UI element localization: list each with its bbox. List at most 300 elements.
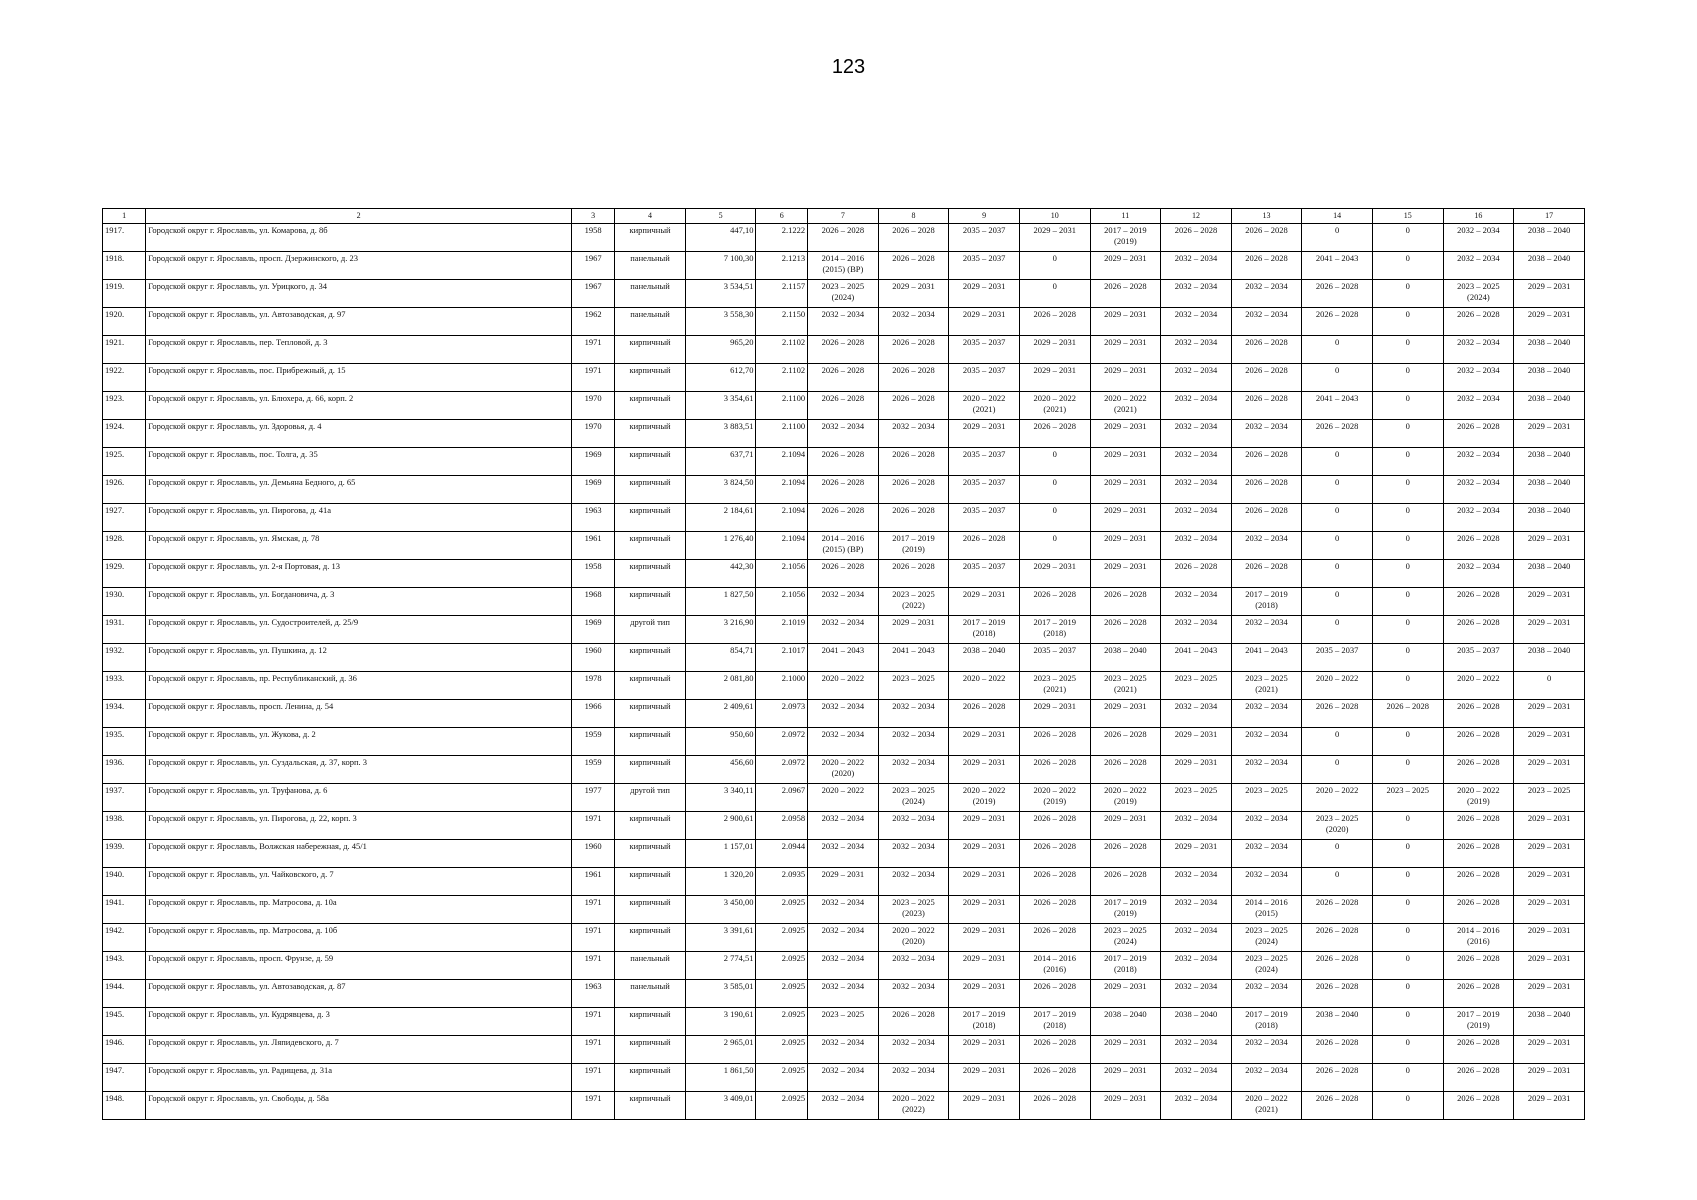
- table-cell: 2035 – 2037: [1443, 644, 1514, 672]
- table-cell: 2023 – 2025: [878, 672, 949, 700]
- table-cell: 2026 – 2028: [878, 224, 949, 252]
- table-cell: кирпичный: [615, 644, 686, 672]
- table-cell: панельный: [615, 280, 686, 308]
- table-cell: 2014 – 2016 (2015) (ВР): [808, 532, 879, 560]
- table-cell: 2032 – 2034: [808, 616, 879, 644]
- table-cell: кирпичный: [615, 420, 686, 448]
- table-row: [103, 364, 1585, 392]
- table-cell: 2.0935: [756, 868, 808, 896]
- table-cell: 2029 – 2031: [1019, 336, 1090, 364]
- table-cell: 2029 – 2031: [949, 924, 1020, 952]
- table-cell: 2026 – 2028: [1443, 840, 1514, 868]
- table-cell: 2026 – 2028: [1019, 588, 1090, 616]
- table-cell: 2023 – 2025 (2024): [1231, 924, 1302, 952]
- table-cell: 2020 – 2022 (2019): [1019, 784, 1090, 812]
- table-cell: 2035 – 2037: [1019, 644, 1090, 672]
- column-header: 12: [1161, 209, 1232, 224]
- table-cell: 2038 – 2040: [1514, 364, 1585, 392]
- table-row: [103, 756, 1585, 784]
- table-cell: 0: [1302, 756, 1373, 784]
- address-cell: Городской округ г. Ярославль, ул. Радищева, д. 31а: [146, 1064, 572, 1092]
- table-cell: 2038 – 2040: [1090, 1008, 1161, 1036]
- address-cell: Городской округ г. Ярославль, ул. Ляпидевского, д. 7: [146, 1036, 572, 1064]
- table-cell: 2026 – 2028: [1161, 224, 1232, 252]
- table-cell: 0: [1302, 476, 1373, 504]
- table-cell: 2 900,61: [685, 812, 756, 840]
- column-header: 9: [949, 209, 1020, 224]
- table-cell: 2026 – 2028: [1443, 1092, 1514, 1120]
- table-cell: 2.1000: [756, 672, 808, 700]
- table-cell: 2035 – 2037: [949, 364, 1020, 392]
- table-cell: кирпичный: [615, 1092, 686, 1120]
- table-cell: 2026 – 2028: [878, 504, 949, 532]
- table-cell: 2023 – 2025 (2020): [1302, 812, 1373, 840]
- table-cell: 2032 – 2034: [1443, 252, 1514, 280]
- address-cell: Городской округ г. Ярославль, пр. Матросова, д. 10б: [146, 924, 572, 952]
- table-cell: 2032 – 2034: [1231, 700, 1302, 728]
- table-cell: 2032 – 2034: [878, 756, 949, 784]
- table-cell: 2026 – 2028: [878, 336, 949, 364]
- table-cell: 2026 – 2028: [878, 1008, 949, 1036]
- table-cell: 0: [1372, 952, 1443, 980]
- table-cell: 2.1100: [756, 420, 808, 448]
- table-cell: 2032 – 2034: [878, 840, 949, 868]
- table-cell: 3 354,61: [685, 392, 756, 420]
- table-row: [103, 840, 1585, 868]
- table-cell: 2032 – 2034: [808, 1036, 879, 1064]
- table-cell: 0: [1372, 476, 1443, 504]
- table-cell: 1967: [572, 252, 615, 280]
- table-cell: 2032 – 2034: [1161, 476, 1232, 504]
- table-cell: 3 824,50: [685, 476, 756, 504]
- column-header: 15: [1372, 209, 1443, 224]
- table-cell: 2032 – 2034: [1443, 560, 1514, 588]
- table-body: [103, 224, 1585, 1120]
- table-cell: 0: [1372, 840, 1443, 868]
- table-cell: 2023 – 2025: [1231, 784, 1302, 812]
- table-cell: 2014 – 2016 (2016): [1019, 952, 1090, 980]
- table-cell: 2026 – 2028: [808, 392, 879, 420]
- table-cell: 2026 – 2028: [1019, 924, 1090, 952]
- table-cell: 2.0925: [756, 980, 808, 1008]
- table-cell: 2032 – 2034: [1231, 1064, 1302, 1092]
- address-cell: Городской округ г. Ярославль, ул. Богдановича, д. 3: [146, 588, 572, 616]
- table-cell: 2017 – 2019 (2018): [949, 616, 1020, 644]
- table-cell: кирпичный: [615, 812, 686, 840]
- column-header: 5: [685, 209, 756, 224]
- table-row: [103, 588, 1585, 616]
- table-cell: 2032 – 2034: [1161, 700, 1232, 728]
- table-cell: 2023 – 2025 (2021): [1231, 672, 1302, 700]
- row-number-cell: 1945.: [103, 1008, 146, 1036]
- table-cell: 2023 – 2025 (2024): [1090, 924, 1161, 952]
- address-cell: Городской округ г. Ярославль, ул. Автозаводская, д. 87: [146, 980, 572, 1008]
- table-cell: 2035 – 2037: [1302, 644, 1373, 672]
- table-cell: 2026 – 2028: [808, 476, 879, 504]
- table-cell: 0: [1372, 420, 1443, 448]
- table-cell: 2029 – 2031: [1514, 924, 1585, 952]
- table-cell: 2032 – 2034: [1161, 364, 1232, 392]
- table-cell: 0: [1372, 532, 1443, 560]
- table-cell: 2029 – 2031: [949, 1036, 1020, 1064]
- table-cell: 2017 – 2019 (2018): [1231, 588, 1302, 616]
- table-cell: 3 340,11: [685, 784, 756, 812]
- table-cell: 2026 – 2028: [1231, 336, 1302, 364]
- table-cell: 2029 – 2031: [1090, 1092, 1161, 1120]
- table-cell: 2026 – 2028: [1302, 1036, 1373, 1064]
- table-cell: 2026 – 2028: [878, 448, 949, 476]
- table-cell: 2032 – 2034: [1161, 252, 1232, 280]
- table-row: [103, 952, 1585, 980]
- table-cell: 2032 – 2034: [878, 420, 949, 448]
- table-cell: 2026 – 2028: [1443, 868, 1514, 896]
- table-cell: 2.1102: [756, 364, 808, 392]
- table-cell: 2029 – 2031: [1514, 756, 1585, 784]
- address-cell: Городской округ г. Ярославль, ул. Блюхера, д. 66, корп. 2: [146, 392, 572, 420]
- table-cell: 2029 – 2031: [949, 812, 1020, 840]
- table-cell: 2026 – 2028: [1019, 728, 1090, 756]
- table-row: [103, 1036, 1585, 1064]
- table-cell: 2026 – 2028: [878, 392, 949, 420]
- table-cell: 2023 – 2025: [1372, 784, 1443, 812]
- table-cell: 2026 – 2028: [1090, 840, 1161, 868]
- table-cell: 2029 – 2031: [1090, 420, 1161, 448]
- table-cell: 1960: [572, 644, 615, 672]
- table-cell: 2029 – 2031: [1514, 896, 1585, 924]
- table-cell: 2038 – 2040: [1514, 644, 1585, 672]
- address-cell: Городской округ г. Ярославль, ул. Пирогова, д. 41а: [146, 504, 572, 532]
- table-cell: 2026 – 2028: [878, 364, 949, 392]
- table-row: [103, 532, 1585, 560]
- table-cell: 2017 – 2019 (2018): [949, 1008, 1020, 1036]
- table-cell: 2029 – 2031: [1161, 756, 1232, 784]
- table-cell: 2032 – 2034: [1231, 532, 1302, 560]
- table-cell: 950,60: [685, 728, 756, 756]
- table-cell: 2032 – 2034: [1231, 616, 1302, 644]
- table-cell: 0: [1372, 504, 1443, 532]
- column-header: 10: [1019, 209, 1090, 224]
- table-cell: 1963: [572, 980, 615, 1008]
- table-cell: 2029 – 2031: [1090, 1064, 1161, 1092]
- row-number-cell: 1925.: [103, 448, 146, 476]
- table-cell: 2029 – 2031: [1514, 980, 1585, 1008]
- table-row: [103, 476, 1585, 504]
- table-cell: 1971: [572, 924, 615, 952]
- table-cell: 0: [1372, 1008, 1443, 1036]
- row-number-cell: 1931.: [103, 616, 146, 644]
- table-cell: 2041 – 2043: [1231, 644, 1302, 672]
- table-cell: панельный: [615, 952, 686, 980]
- table-cell: 0: [1372, 336, 1443, 364]
- table-cell: 1971: [572, 1008, 615, 1036]
- table-cell: 442,30: [685, 560, 756, 588]
- header-row: [103, 209, 1585, 224]
- table-cell: 2029 – 2031: [878, 280, 949, 308]
- table-cell: 2038 – 2040: [1514, 252, 1585, 280]
- table-cell: кирпичный: [615, 448, 686, 476]
- table-cell: 3 585,01: [685, 980, 756, 1008]
- table-cell: 2029 – 2031: [949, 952, 1020, 980]
- table-cell: 1 861,50: [685, 1064, 756, 1092]
- table-cell: 2.1094: [756, 476, 808, 504]
- row-number-cell: 1918.: [103, 252, 146, 280]
- table-cell: 2026 – 2028: [808, 448, 879, 476]
- table-cell: 1 276,40: [685, 532, 756, 560]
- table-cell: 1971: [572, 1092, 615, 1120]
- table-cell: 2.0925: [756, 1036, 808, 1064]
- address-cell: Городской округ г. Ярославль, просп. Ленина, д. 54: [146, 700, 572, 728]
- table-row: [103, 1008, 1585, 1036]
- table-cell: 2.1157: [756, 280, 808, 308]
- row-number-cell: 1933.: [103, 672, 146, 700]
- table-cell: 2032 – 2034: [1231, 756, 1302, 784]
- table-cell: 2029 – 2031: [1514, 952, 1585, 980]
- table-cell: 2020 – 2022 (2021): [949, 392, 1020, 420]
- table-cell: 2029 – 2031: [1514, 700, 1585, 728]
- table-cell: кирпичный: [615, 1008, 686, 1036]
- table-cell: 1961: [572, 532, 615, 560]
- table-cell: 2026 – 2028: [1019, 308, 1090, 336]
- table-row: [103, 728, 1585, 756]
- table-cell: 0: [1372, 560, 1443, 588]
- table-cell: 1971: [572, 364, 615, 392]
- table-cell: 2.0925: [756, 1064, 808, 1092]
- table-cell: 2032 – 2034: [1443, 476, 1514, 504]
- table-cell: 2020 – 2022 (2021): [1019, 392, 1090, 420]
- table-cell: 2026 – 2028: [1231, 364, 1302, 392]
- table-row: [103, 448, 1585, 476]
- table-cell: 2032 – 2034: [1161, 924, 1232, 952]
- table-cell: 2029 – 2031: [1514, 1064, 1585, 1092]
- table-cell: 2032 – 2034: [808, 840, 879, 868]
- table-cell: 965,20: [685, 336, 756, 364]
- table-cell: кирпичный: [615, 1036, 686, 1064]
- table-cell: 3 534,51: [685, 280, 756, 308]
- address-cell: Городской округ г. Ярославль, ул. Автозаводская, д. 97: [146, 308, 572, 336]
- table-cell: 2041 – 2043: [1302, 392, 1373, 420]
- table-cell: 2032 – 2034: [1161, 980, 1232, 1008]
- table-cell: 2032 – 2034: [1231, 980, 1302, 1008]
- table-cell: 2026 – 2028: [1302, 1092, 1373, 1120]
- table-cell: 2029 – 2031: [1514, 588, 1585, 616]
- table-cell: 2020 – 2022: [808, 784, 879, 812]
- table-cell: кирпичный: [615, 896, 686, 924]
- row-number-cell: 1936.: [103, 756, 146, 784]
- table-cell: 2026 – 2028: [1443, 532, 1514, 560]
- table-cell: 2026 – 2028: [1443, 952, 1514, 980]
- address-cell: Городской округ г. Ярославль, просп. Дзержинского, д. 23: [146, 252, 572, 280]
- table-cell: кирпичный: [615, 532, 686, 560]
- table-cell: 1963: [572, 504, 615, 532]
- table-cell: 2.0925: [756, 952, 808, 980]
- table-cell: 2032 – 2034: [878, 700, 949, 728]
- table-cell: 3 558,30: [685, 308, 756, 336]
- column-header: 11: [1090, 209, 1161, 224]
- table-cell: 0: [1372, 1036, 1443, 1064]
- table-cell: 2023 – 2025 (2024): [878, 784, 949, 812]
- table-cell: 2032 – 2034: [1443, 392, 1514, 420]
- table-cell: 2038 – 2040: [1514, 392, 1585, 420]
- table-cell: 2 081,80: [685, 672, 756, 700]
- table-cell: 2026 – 2028: [1231, 392, 1302, 420]
- address-cell: Городской округ г. Ярославль, ул. Демьяна Бедного, д. 65: [146, 476, 572, 504]
- table-cell: 2020 – 2022 (2022): [878, 1092, 949, 1120]
- table-cell: 2032 – 2034: [808, 1064, 879, 1092]
- table-cell: 2026 – 2028: [1019, 756, 1090, 784]
- table-cell: 2 965,01: [685, 1036, 756, 1064]
- table-cell: 2.1094: [756, 448, 808, 476]
- table-cell: 2029 – 2031: [949, 420, 1020, 448]
- table-cell: 2.1094: [756, 504, 808, 532]
- table-cell: 2032 – 2034: [878, 308, 949, 336]
- table-cell: 2026 – 2028: [1019, 840, 1090, 868]
- table-cell: 2026 – 2028: [1090, 756, 1161, 784]
- table-cell: 637,71: [685, 448, 756, 476]
- address-cell: Городской округ г. Ярославль, ул. Свободы, д. 58а: [146, 1092, 572, 1120]
- table-cell: 2029 – 2031: [1019, 700, 1090, 728]
- table-cell: 2026 – 2028: [1231, 476, 1302, 504]
- table-cell: 2032 – 2034: [808, 812, 879, 840]
- table-cell: 0: [1019, 476, 1090, 504]
- table-cell: 0: [1302, 868, 1373, 896]
- table-cell: кирпичный: [615, 1064, 686, 1092]
- table-cell: 7 100,30: [685, 252, 756, 280]
- table-cell: 2032 – 2034: [1161, 336, 1232, 364]
- table-cell: панельный: [615, 252, 686, 280]
- table-cell: 2029 – 2031: [1090, 308, 1161, 336]
- table-cell: 2029 – 2031: [1090, 336, 1161, 364]
- table-cell: 0: [1372, 308, 1443, 336]
- table-cell: панельный: [615, 980, 686, 1008]
- table-cell: 2029 – 2031: [1090, 1036, 1161, 1064]
- row-number-cell: 1923.: [103, 392, 146, 420]
- address-cell: Городской округ г. Ярославль, ул. Пушкина, д. 12: [146, 644, 572, 672]
- row-number-cell: 1930.: [103, 588, 146, 616]
- table-cell: 854,71: [685, 644, 756, 672]
- table-cell: 2 774,51: [685, 952, 756, 980]
- table-cell: 2026 – 2028: [1302, 896, 1373, 924]
- table-cell: 2032 – 2034: [878, 1036, 949, 1064]
- table-cell: 2026 – 2028: [1161, 560, 1232, 588]
- table-cell: 2029 – 2031: [1161, 840, 1232, 868]
- table-cell: 2026 – 2028: [808, 364, 879, 392]
- table-cell: 2029 – 2031: [949, 840, 1020, 868]
- table-cell: 2032 – 2034: [808, 420, 879, 448]
- table-cell: 2032 – 2034: [1161, 1064, 1232, 1092]
- column-header: 17: [1514, 209, 1585, 224]
- table-cell: 2020 – 2022 (2020): [808, 756, 879, 784]
- table-cell: 2029 – 2031: [949, 896, 1020, 924]
- table-cell: 0: [1372, 1064, 1443, 1092]
- table-cell: 2038 – 2040: [1090, 644, 1161, 672]
- table-cell: 2032 – 2034: [1161, 812, 1232, 840]
- table-cell: 2017 – 2019 (2018): [1019, 1008, 1090, 1036]
- table-cell: 2029 – 2031: [1514, 308, 1585, 336]
- table-cell: 2029 – 2031: [1514, 840, 1585, 868]
- table-cell: 0: [1372, 812, 1443, 840]
- table-row: [103, 560, 1585, 588]
- address-cell: Городской округ г. Ярославль, просп. Фрунзе, д. 59: [146, 952, 572, 980]
- table-cell: 2023 – 2025: [1514, 784, 1585, 812]
- table-cell: 2.0925: [756, 1092, 808, 1120]
- table-cell: 0: [1302, 532, 1373, 560]
- table-cell: 2032 – 2034: [1161, 448, 1232, 476]
- table-row: [103, 504, 1585, 532]
- table-cell: 2032 – 2034: [878, 952, 949, 980]
- column-header: 3: [572, 209, 615, 224]
- table-cell: 0: [1019, 504, 1090, 532]
- table-cell: 2026 – 2028: [808, 336, 879, 364]
- table-cell: 2020 – 2022: [808, 672, 879, 700]
- table-cell: 0: [1372, 728, 1443, 756]
- table-cell: 0: [1372, 672, 1443, 700]
- table-cell: 2026 – 2028: [808, 504, 879, 532]
- table-cell: 2029 – 2031: [949, 280, 1020, 308]
- row-number-cell: 1926.: [103, 476, 146, 504]
- table-row: [103, 980, 1585, 1008]
- table-cell: 2 409,61: [685, 700, 756, 728]
- table-cell: 2032 – 2034: [808, 924, 879, 952]
- table-cell: 2026 – 2028: [1443, 700, 1514, 728]
- row-number-cell: 1940.: [103, 868, 146, 896]
- table-cell: 2032 – 2034: [1161, 1036, 1232, 1064]
- table-cell: 1971: [572, 952, 615, 980]
- table-cell: 0: [1372, 364, 1443, 392]
- table-cell: 2029 – 2031: [1090, 476, 1161, 504]
- address-cell: Городской округ г. Ярославль, пос. Толга, д. 35: [146, 448, 572, 476]
- table-cell: 2026 – 2028: [1302, 952, 1373, 980]
- table-cell: 2032 – 2034: [1161, 952, 1232, 980]
- table-cell: 0: [1302, 448, 1373, 476]
- address-cell: Городской округ г. Ярославль, ул. Судостроителей, д. 25/9: [146, 616, 572, 644]
- table-row: [103, 336, 1585, 364]
- table-cell: 0: [1372, 252, 1443, 280]
- address-cell: Городской округ г. Ярославль, ул. Жукова, д. 2: [146, 728, 572, 756]
- table-cell: 2029 – 2031: [949, 1092, 1020, 1120]
- housing-repair-schedule-table: [102, 208, 1585, 1120]
- address-cell: Городской округ г. Ярославль, ул. Комарова, д. 8б: [146, 224, 572, 252]
- table-cell: 2023 – 2025: [808, 1008, 879, 1036]
- table-row: [103, 280, 1585, 308]
- table-cell: 2.0925: [756, 896, 808, 924]
- row-number-cell: 1944.: [103, 980, 146, 1008]
- address-cell: Городской округ г. Ярославль, пр. Матросова, д. 10а: [146, 896, 572, 924]
- row-number-cell: 1929.: [103, 560, 146, 588]
- table-cell: кирпичный: [615, 672, 686, 700]
- row-number-cell: 1937.: [103, 784, 146, 812]
- table-cell: 2029 – 2031: [1514, 1036, 1585, 1064]
- row-number-cell: 1932.: [103, 644, 146, 672]
- table-cell: 2029 – 2031: [1090, 560, 1161, 588]
- table-cell: кирпичный: [615, 336, 686, 364]
- table-cell: 1960: [572, 840, 615, 868]
- table-cell: 2026 – 2028: [1019, 420, 1090, 448]
- row-number-cell: 1917.: [103, 224, 146, 252]
- table-cell: 2023 – 2025 (2023): [878, 896, 949, 924]
- table-cell: 2038 – 2040: [1514, 336, 1585, 364]
- table-cell: 1978: [572, 672, 615, 700]
- table-cell: 2032 – 2034: [1231, 308, 1302, 336]
- table-cell: 2026 – 2028: [1443, 588, 1514, 616]
- table-cell: 1962: [572, 308, 615, 336]
- table-cell: 2029 – 2031: [949, 728, 1020, 756]
- table-cell: 0: [1372, 980, 1443, 1008]
- table-cell: 1966: [572, 700, 615, 728]
- table-cell: 2023 – 2025 (2024): [1231, 952, 1302, 980]
- table-cell: 2026 – 2028: [1443, 616, 1514, 644]
- table-cell: 456,60: [685, 756, 756, 784]
- table-row: [103, 868, 1585, 896]
